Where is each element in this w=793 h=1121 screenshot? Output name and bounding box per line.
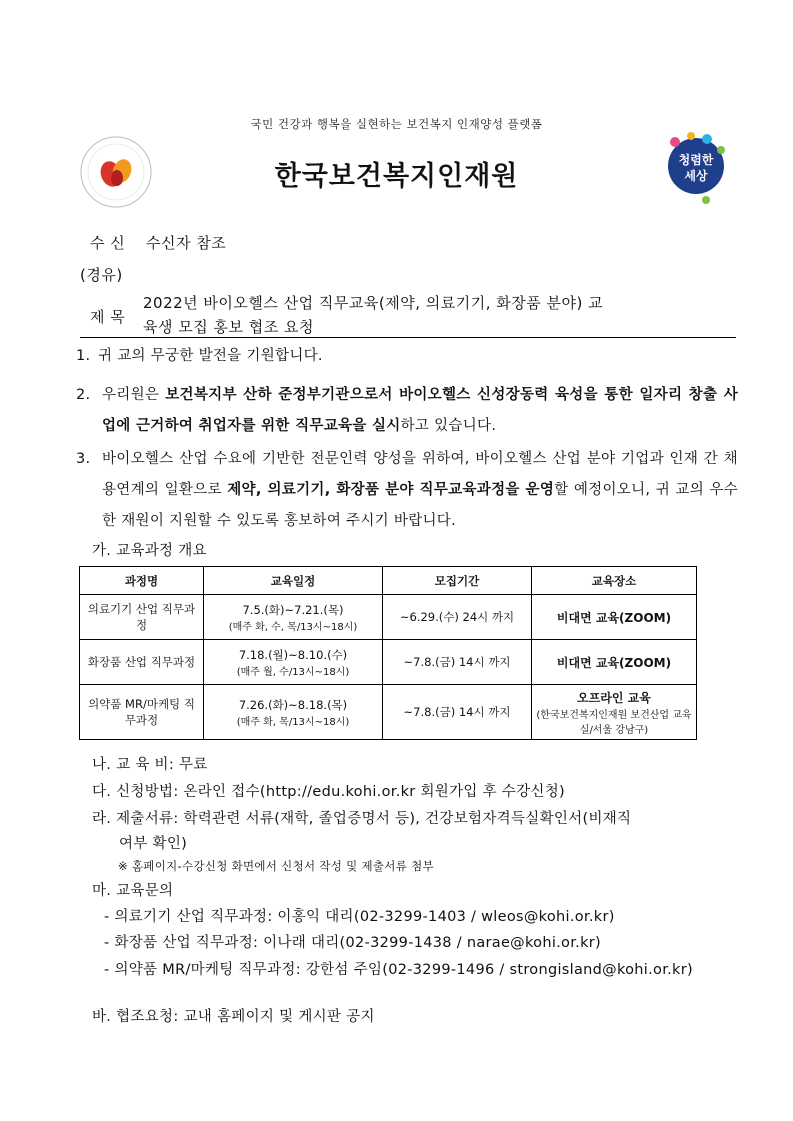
paragraph-3-lead: 바이오헬스 산업 수요에 기반한 전문인력 양성을 위하여, 바이오헬스 산업 분야 기업과 인재 간 채용연계의 일환으로 <box>102 451 738 498</box>
paragraph-2 <box>76 380 738 442</box>
item-documents-line1: 라. 제출서류: 학력관련 서류(재학, 졸업증명서 등), 건강보험자격득실확인서(비재직 <box>92 811 632 827</box>
course-place <box>532 685 697 740</box>
paragraph-3-emphasis: 제약, 의료기기, 화장품 분야 직무교육과정을 운영 <box>227 482 555 498</box>
course-schedule <box>204 685 383 740</box>
paragraph-3-tail: 할 예정이오니, 귀 교의 우수한 재원이 지원할 수 있도록 홍보하여 주시기 바랍니다. <box>102 482 739 529</box>
recruit-period: ~7.8.(금) 14시 까지 <box>383 685 532 740</box>
schedule-dates: 7.26.(화)~8.18.(목) <box>238 697 348 712</box>
table-row <box>80 685 697 740</box>
via-label: (경유) <box>80 266 123 284</box>
item-tuition: 나. 교 육 비: 무료 <box>92 757 208 773</box>
contact-pharma-mr: - 의약품 MR/마케팅 직무과정: 강한섬 주임(02-3299-1496 / strongisland@kohi.or.kr) <box>104 962 693 978</box>
section-ga-heading: 가. 교육과정 개요 <box>92 543 207 559</box>
place-name: 비대면 교육(ZOOM) <box>556 655 672 670</box>
item-apply-method: 다. 신청방법: 온라인 접수(http://edu.kohi.or.kr 회원가입 후 수강신청) <box>92 784 565 800</box>
course-schedule <box>204 595 383 640</box>
paragraph-1-text: 귀 교의 무궁한 발전을 기원합니다. <box>98 348 323 364</box>
schedule-dates: 7.5.(화)~7.21.(목) <box>242 602 344 617</box>
paragraph-3-number: 3. <box>76 451 91 467</box>
org-name: 한국보건복지인재원 <box>274 161 519 192</box>
table-header: 모집기간 <box>383 567 532 595</box>
paragraph-2-number: 2. <box>76 387 91 403</box>
course-name: 의료기기 산업 직무과정 <box>80 595 204 640</box>
paragraph-1 <box>76 341 738 372</box>
table-row <box>80 595 697 640</box>
paragraph-3 <box>76 444 738 537</box>
schedule-days: (매주 월, 수/13시~18시) <box>236 666 350 678</box>
svg-text:세상: 세상 <box>684 169 708 183</box>
course-place <box>532 640 697 685</box>
paragraph-2-emphasis: 보건복지부 산하 준정부기관으로서 바이오헬스 신성장동력 육성을 통한 일자리 창출 사업에 근거하여 취업자를 위한 직무교육을 실시 <box>102 387 739 434</box>
recruit-period: ~7.8.(금) 14시 까지 <box>383 640 532 685</box>
documents-note: ※ 홈페이지-수강신청 화면에서 신청서 작성 및 제출서류 첨부 <box>118 859 434 873</box>
header-divider <box>80 337 736 338</box>
table-row <box>80 640 697 685</box>
paragraph-3-text <box>102 444 738 537</box>
table-header: 과정명 <box>80 567 204 595</box>
integrity-badge <box>661 130 731 210</box>
recipient-value: 수신자 참조 <box>146 234 227 252</box>
course-schedule <box>204 640 383 685</box>
paragraph-1-number: 1. <box>76 348 91 364</box>
course-place <box>532 595 697 640</box>
course-name: 화장품 산업 직무과정 <box>80 640 204 685</box>
recruit-period: ~6.29.(수) 24시 까지 <box>383 595 532 640</box>
tagline: 국민 건강과 행복을 실현하는 보건복지 인재양성 플랫폼 <box>250 117 543 131</box>
schedule-days: (매주 화, 목/13시~18시) <box>236 716 350 728</box>
schedule-dates: 7.18.(월)~8.10.(수) <box>238 647 348 662</box>
course-table <box>79 566 697 740</box>
item-inquiry: 마. 교육문의 <box>92 883 174 899</box>
paragraph-2-text <box>102 380 738 442</box>
table-header: 교육장소 <box>532 567 697 595</box>
course-name: 의약품 MR/마케팅 직무과정 <box>80 685 204 740</box>
paragraph-2-lead: 우리원은 <box>102 387 166 403</box>
item-documents-line2: 여부 확인) <box>119 836 188 852</box>
contact-cosmetics: - 화장품 산업 직무과정: 이나래 대리(02-3299-1438 / narae@kohi.or.kr) <box>104 935 601 951</box>
place-detail: (한국보건복지인재원 보건산업 교육실/서울 강남구) <box>536 709 692 736</box>
recipient-label: 수 신 <box>90 234 126 252</box>
place-name: 오프라인 교육 <box>577 690 651 705</box>
schedule-days: (매주 화, 수, 목/13시~18시) <box>228 621 358 633</box>
subject-line-2: 육생 모집 홍보 협조 요청 <box>143 318 314 336</box>
table-header-row <box>80 567 697 595</box>
subject-label: 제 목 <box>90 308 126 326</box>
subject-line-1: 2022년 바이오헬스 산업 직무교육(제약, 의료기기, 화장품 분야) 교 <box>143 294 604 312</box>
contact-medical-device: - 의료기기 산업 직무과정: 이홍익 대리(02-3299-1403 / wleos@kohi.or.kr) <box>104 909 615 925</box>
place-name: 비대면 교육(ZOOM) <box>556 610 672 625</box>
item-cooperation: 바. 협조요청: 교내 홈페이지 및 게시판 공지 <box>92 1009 375 1025</box>
table-header: 교육일정 <box>204 567 383 595</box>
svg-text:청렴한: 청렴한 <box>678 153 714 167</box>
paragraph-2-tail: 하고 있습니다. <box>400 418 497 434</box>
